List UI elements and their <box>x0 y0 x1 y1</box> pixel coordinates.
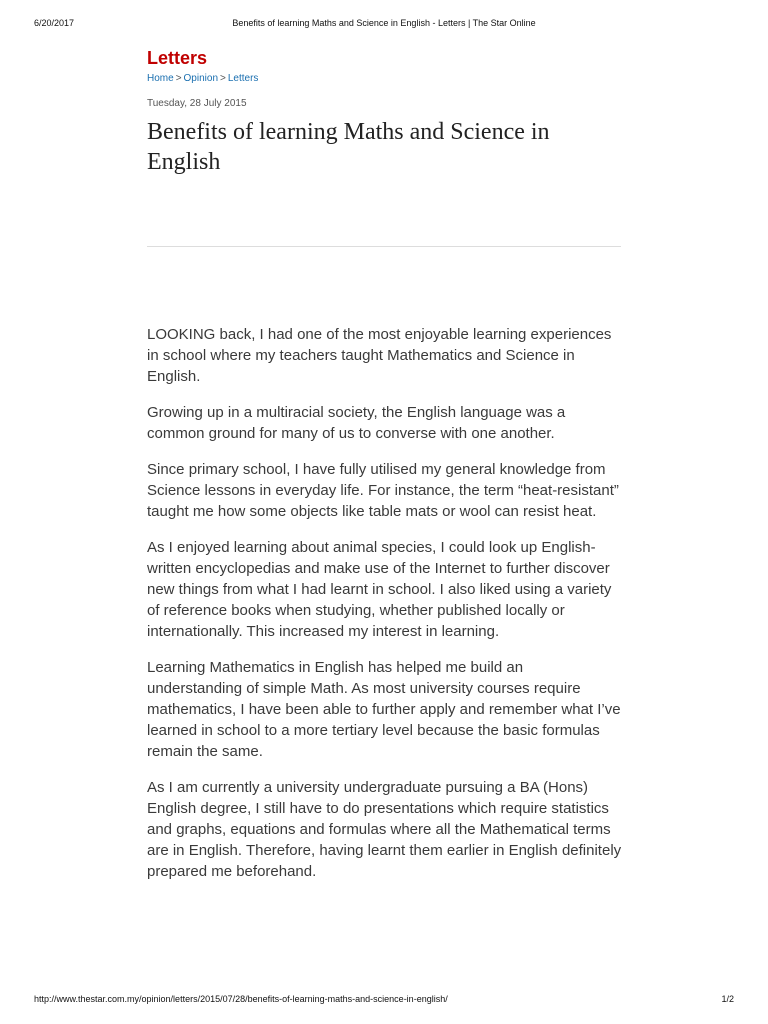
print-date: 6/20/2017 <box>34 18 75 28</box>
breadcrumb-home-link[interactable]: Home <box>147 73 174 84</box>
print-header <box>0 18 768 32</box>
article-paragraph: As I am currently a university undergraduate pursuing a BA (Hons) English degree, I still have to do presentations which require statistics and graphs, equations and formulas where all the Mathematical terms are in English. Therefore, having learnt them earlier in English definitely prepared me beforehand. <box>147 779 622 880</box>
print-footer <box>0 994 768 1008</box>
breadcrumb-letters-link[interactable]: Letters <box>227 73 259 84</box>
breadcrumb-separator: > <box>175 73 182 84</box>
print-document-title: Benefits of learning Maths and Science in English - Letters | The Star Online <box>232 18 536 28</box>
article-headline: Benefits of learning Maths and Science in English <box>147 119 550 175</box>
article-paragraph: Growing up in a multiracial society, the English language was a common ground for many of us to converse with one another. <box>147 404 566 442</box>
section-label-link[interactable]: Letters <box>147 48 208 68</box>
headline-divider <box>147 246 621 247</box>
breadcrumb-separator: > <box>220 73 226 84</box>
page-number: 1/2 <box>721 994 734 1004</box>
article-paragraph: As I enjoyed learning about animal species, I could look up English-written encyclopedias and make use of the Internet to further discover new things from what I had learnt in school. I also liked using a variety of reference books when studying, whether published locally or internationally. This increased my interest in learning. <box>147 539 612 640</box>
article-body <box>147 324 622 897</box>
article-date: Tuesday, 28 July 2015 <box>147 98 247 109</box>
article-paragraph: LOOKING back, I had one of the most enjoyable learning experiences in school where my teachers taught Mathematics and Science in English. <box>147 326 612 385</box>
breadcrumb <box>147 73 258 84</box>
article-paragraph: Learning Mathematics in English has helped me build an understanding of simple Math. As most university courses require mathematics, I have been able to further apply and remember what I’ve learned in school to a more tertiary level because the basic formulas remain the same. <box>147 659 621 760</box>
article-paragraph: Since primary school, I have fully utilised my general knowledge from Science lessons in everyday life. For instance, the term “heat-resistant” taught me how some objects like table mats or wool can resist heat. <box>147 461 619 520</box>
print-footer-url: http://www.thestar.com.my/opinion/letters/2015/07/28/benefits-of-learning-maths-and-science-in-english/ <box>34 994 448 1004</box>
breadcrumb-opinion-link[interactable]: Opinion <box>183 73 218 84</box>
